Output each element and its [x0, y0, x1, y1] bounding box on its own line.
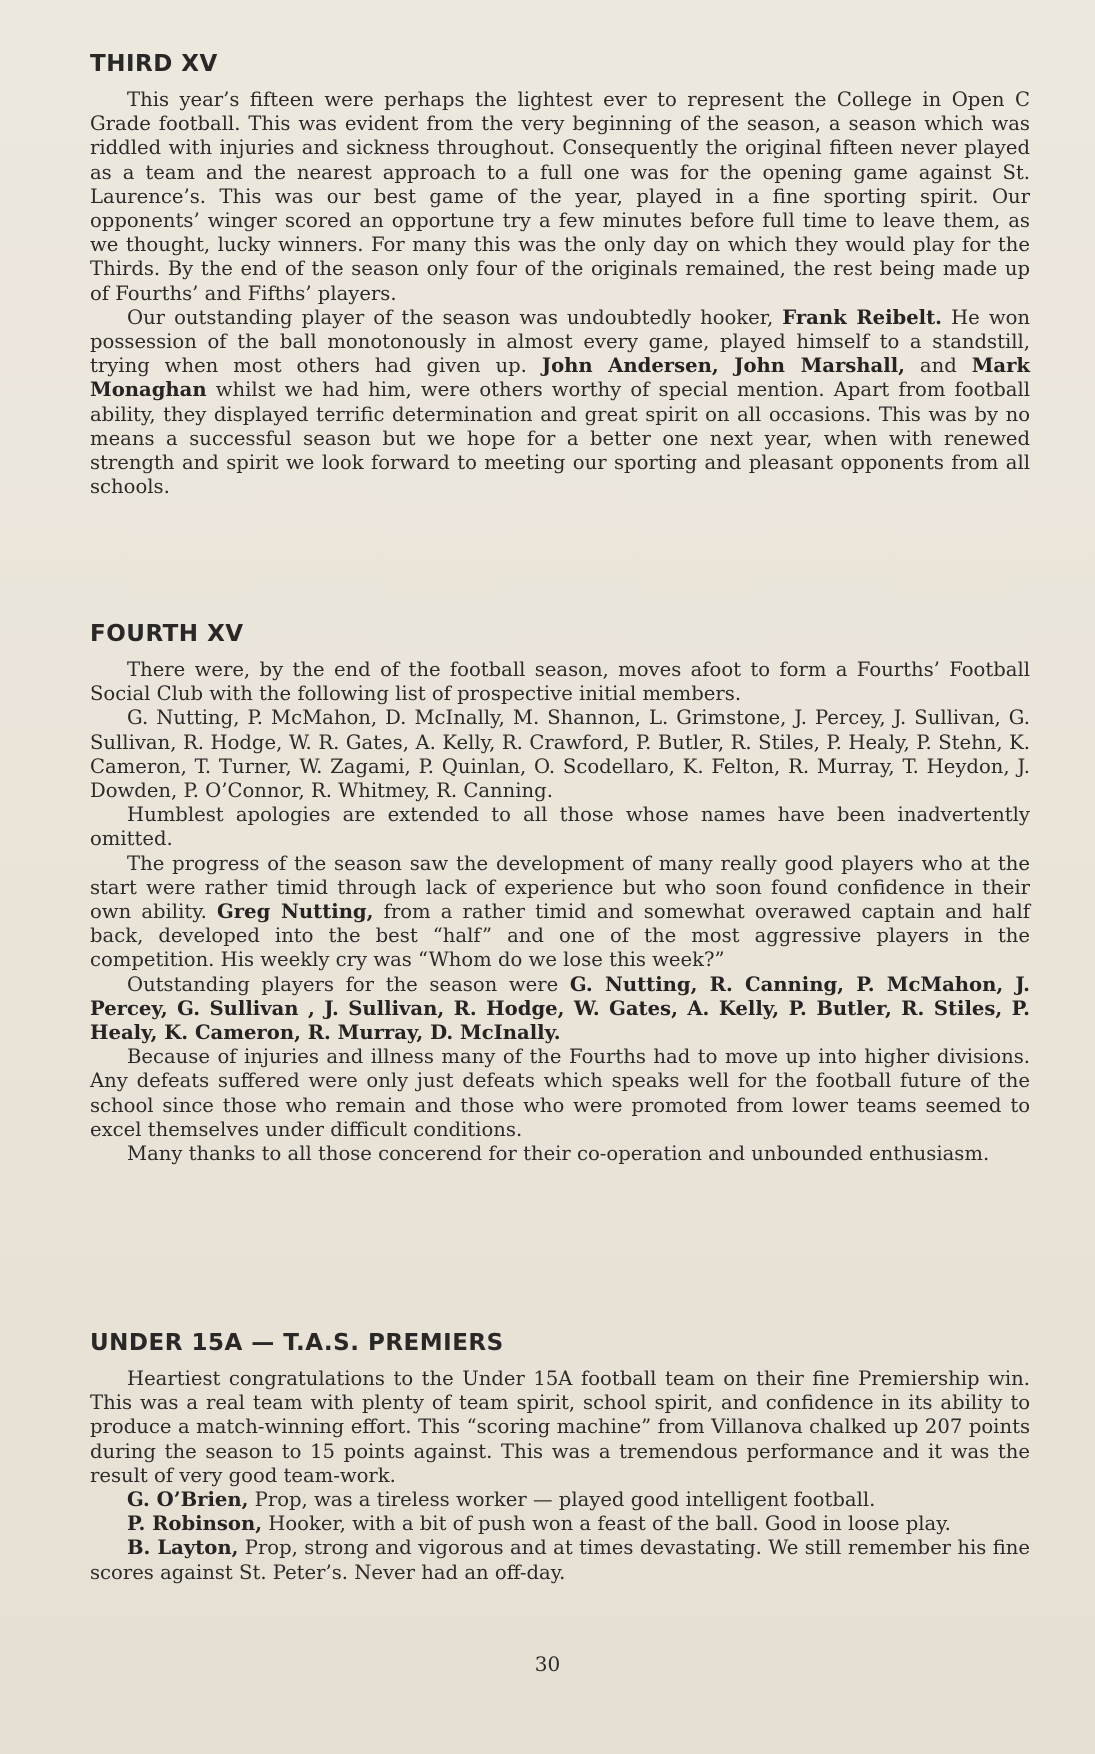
- paragraph: [90, 706, 1030, 803]
- section-body: [90, 658, 1030, 1166]
- paragraph: [90, 973, 1030, 1046]
- paragraph: [90, 803, 1030, 851]
- section-heading: FOURTH XV: [90, 621, 244, 647]
- text-run: Prop, strong and vigorous and at times devastating. We still remember his fine scores against St. Peter’s. Never had an off-day.: [90, 1536, 1030, 1584]
- text-run: There were, by the end of the football season, moves afoot to form a Fourths’ Football Social Club with the following list of prospective initial members.: [90, 658, 1030, 706]
- section-fourth-xv: [90, 620, 1030, 1166]
- text-run: The progress of the season saw the development of many really good players who at the start were rather timid through lack of experience but who soon found confidence in their own ability.: [90, 851, 1030, 924]
- bold-name: P. Robinson,: [127, 1512, 263, 1536]
- text-run: Heartiest congratulations to the Under 15A football team on their fine Premiership win. This was a real team with plenty of team spirit, school spirit, and confidence in its ability to produce a match-winning effort. This “scoring machine” from Villanova chalked up 207 points during the season to 15 points against. This was a tremendous performance and it was the result of very good team-work.: [90, 1367, 1030, 1487]
- bold-name: G. O’Brien,: [127, 1488, 249, 1512]
- text-run: and: [904, 354, 972, 378]
- bold-name: Frank Reibelt.: [782, 305, 943, 329]
- paragraph: [90, 88, 1030, 306]
- text-run: Prop, was a tireless worker — played good intelligent football.: [248, 1488, 876, 1512]
- text-run: Humblest apologies are extended to all those whose names have been inadvertently omitted.: [90, 803, 1030, 851]
- text-run: Hooker, with a bit of push won a feast of the ball. Good in loose play.: [262, 1512, 951, 1536]
- text-run: whilst we had him, were others worthy of special mention. Apart from football ability, they displayed terrific determination and great spirit on all occasions. This was by no means a successful season but we hope for a better one next year, when with renewed strength and spirit we look forward to meeting our sporting and pleasant opponents from all schools.: [90, 378, 1030, 499]
- section-under-15a: [90, 1329, 1030, 1585]
- text-run: This year’s fifteen were perhaps the lightest ever to represent the College in Open C Grade football. This was evident from the very beginning of the season, a season which was riddled with injuries and sickness throughout. Consequently the original fifteen never played as a team and the nearest approach to a full one was for the opening game against St. Laurence’s. This was our best game of the year, played in a fine sporting spirit. Our opponents’ winger scored an opportune try a few minutes before full time to leave them, as we thought, lucky winners. For many this was the only day on which they would play for the Thirds. By the end of the season only four of the originals remained, the rest being made up of Fourths’ and Fifths’ players.: [90, 88, 1030, 305]
- paragraph: [90, 852, 1030, 973]
- text-run: He won possession of the ball monotonously in almost every game, played himself to a standstill, trying when most others had given up.: [90, 305, 1031, 378]
- text-run: Many thanks to all those concerend for their co-operation and unbounded enthusiasm.: [127, 1142, 990, 1166]
- text-run: Because of injuries and illness many of the Fourths had to move up into higher divisions. Any defeats suffered were only just defeats which speaks well for the football future of the school since those who remain and those who were promoted from lower teams seemed to excel themselves under difficult conditions.: [90, 1045, 1030, 1141]
- page-number: 30: [534, 1652, 561, 1676]
- bold-name: Greg Nutting,: [217, 900, 374, 924]
- text-run: Outstanding players for the season were: [127, 972, 570, 996]
- paragraph: [90, 1512, 1030, 1536]
- paragraph: [90, 1536, 1030, 1584]
- text-run: from a rather timid and somewhat overawed captain and half back, developed into the best “half” and one of the most aggressive players in the competition. His weekly cry was “Whom do we lose this week?”: [90, 900, 1030, 972]
- paragraph: [90, 1488, 1030, 1512]
- section-body: [90, 88, 1030, 499]
- bold-name: Mark Monaghan: [90, 354, 1030, 402]
- section-heading: UNDER 15A — T.A.S. PREMIERS: [90, 1330, 504, 1356]
- paragraph: [90, 1045, 1030, 1142]
- paragraph: [90, 1367, 1030, 1488]
- section-heading: THIRD XV: [90, 51, 218, 77]
- text-run: Our outstanding player of the season was undoubtedly hooker,: [127, 305, 783, 329]
- paragraph: [90, 658, 1030, 706]
- bold-name: G. Nutting, R. Canning, P. McMahon, J. Percey, G. Sullivan , J. Sullivan, R. Hodge, W. Gates, A. Kelly, P. Butler, R. Stiles, P. Healy, K. Cameron, R. Murray, D. McInally.: [90, 972, 1030, 1045]
- paragraph: [90, 1142, 1030, 1166]
- bold-name: B. Layton,: [127, 1536, 239, 1560]
- text-run: G. Nutting, P. McMahon, D. McInally, M. Shannon, L. Grimstone, J. Percey, J. Sullivan, G. Sullivan, R. Hodge, W. R. Gates, A. Kelly, R. Crawford, P. Butler, R. Stiles, P. Healy, P. Stehn, K. Cameron, T. Turner, W. Zagami, P. Quinlan, O. Scodellaro, K. Felton, R. Murray, T. Heydon, J. Dowden, P. O’Connor, R. Whitmey, R. Canning.: [90, 706, 1030, 803]
- paragraph: [90, 306, 1030, 500]
- section-third-xv: [90, 50, 1030, 499]
- section-body: [90, 1367, 1030, 1585]
- bold-name: John Andersen, John Marshall,: [541, 354, 905, 378]
